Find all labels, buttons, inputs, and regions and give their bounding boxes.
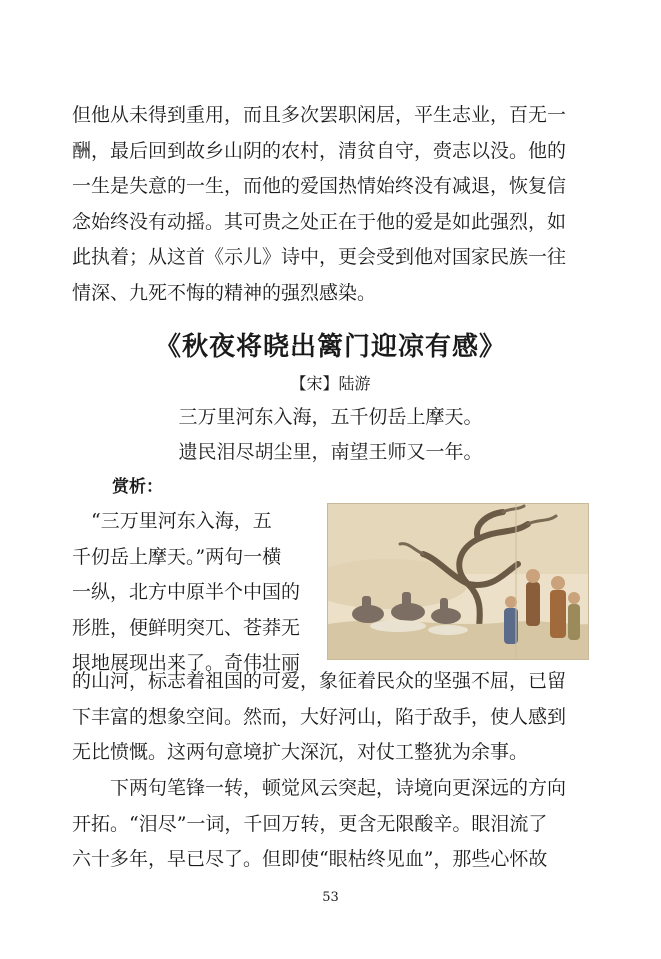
intro-line: 酬，最后回到故乡山阴的农村，清贫自守，赍志以没。他的 [72, 139, 567, 162]
appreciation-line: 无比愤慨。这两句意境扩大深沉，对仗工整犹为余事。 [72, 741, 529, 764]
second-para-line: 下两句笔锋一转，顿觉风云突起，诗境向更深远的方向 [72, 777, 567, 799]
intro-paragraph [72, 98, 592, 312]
appreciation-line: “三万里河东入海，五 [72, 510, 272, 532]
appreciation-line: 千仞岳上摩天。”两句一横 [72, 545, 282, 568]
second-para-line: 开拓。“泪尽”一词，千回万转，更含无限酸辛。眼泪流了 [72, 812, 548, 835]
painting-scene [328, 504, 588, 659]
appreciation-label: 赏析： [112, 477, 163, 497]
appreciation-wrapped-text [72, 504, 317, 682]
appreciation-line: 形胜，便鲜明突兀、苍莽无 [72, 616, 301, 639]
page-number: 53 [322, 890, 339, 905]
appreciation-line: 垠地展现出来了。奇伟壮丽 [72, 652, 301, 675]
poem-line-2: 遗民泪尽胡尘里，南望王师又一年。 [178, 441, 483, 463]
intro-line: 此执着；从这首《示儿》诗中，更会受到他对国家民族一往 [72, 246, 567, 269]
appreciation-line: 一纵，北方中原半个中国的 [72, 581, 301, 604]
poem-title: 《秋夜将晓出篱门迎凉有感》 [154, 332, 506, 362]
second-paragraph [72, 771, 592, 878]
appreciation-line: 下丰富的想象空间。然而，大好河山，陷于敌手，使人感到 [72, 705, 567, 728]
intro-line: 念始终没有动摇。其可贵之处正在于他的爱是如此强烈，如 [72, 210, 567, 233]
intro-line: 情深、九死不悔的精神的强烈感染。 [72, 281, 377, 304]
poem-author: 【宋】陆游 [290, 374, 371, 393]
intro-line: 但他从未得到重用，而且多次罢职闲居，平生志业，百无一 [72, 104, 567, 126]
second-para-line: 六十多年，早已尽了。但即使“眼枯终见血”，那些心怀故 [72, 848, 548, 871]
appreciation-line: 的山河，标志着祖国的可爱，象征着民众的坚强不屈，已留 [72, 670, 567, 692]
appreciation-continued [72, 664, 592, 771]
intro-line: 一生是失意的一生，而他的爱国热情始终没有减退，恢复信 [72, 175, 567, 198]
illustration-painting [327, 503, 589, 660]
poem-line-1: 三万里河东入海，五千仞岳上摩天。 [178, 406, 483, 428]
